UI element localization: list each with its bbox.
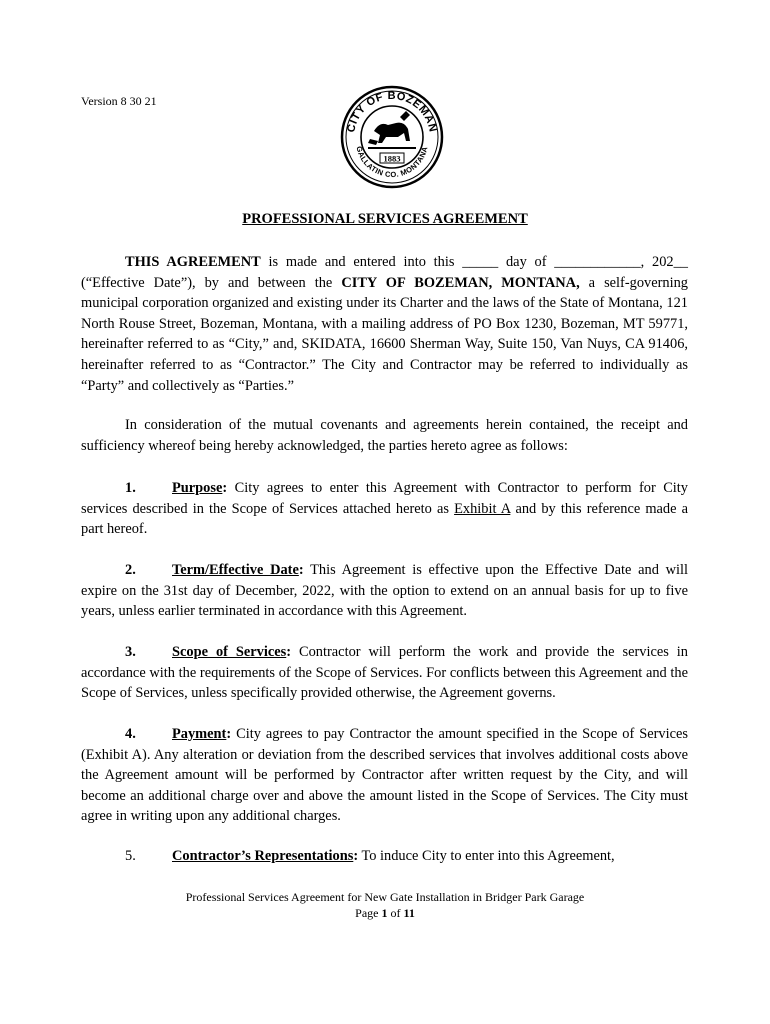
section-text: City agrees to pay Contractor the amount specified in the Scope of Services (Exhibit A). Any alteration or deviation from the described services that involves additional costs above the Agreement amount will be performed by Contractor after written request by the City, and will become an additional charge over and above the amount listed in the Scope of Services. The City must agree in writing upon any additional charges. [81, 726, 688, 825]
intro-lead: THIS AGREEMENT [125, 254, 261, 270]
footer-title: Professional Services Agreement for New Gate Installation in Bridger Park Garage [185, 890, 585, 904]
intro-paragraph [81, 252, 688, 396]
section-heading: Contractor’s Representations [172, 848, 354, 864]
svg-text:CITY OF BOZEMAN: CITY OF BOZEMAN [345, 89, 439, 134]
page-number: Page 1 of 11 [355, 906, 415, 920]
intro-text-2: a self-governing municipal corporation organized and existing under its Charter and the laws of the State of Montana, 121 North Rouse Street, Bozeman, Montana, with a mailing address of PO Box 1230, Bozeman, MT 59771, hereinafter referred to as “City,” and, SKIDATA, 16600 Sherman Way, Suite 150, Van Nuys, CA 91406, hereinafter referred to as “Contractor.” The City and Contractor may be referred to individually as “Party” and collectively as “Parties.” [81, 274, 688, 394]
section-number: 5. [125, 848, 136, 864]
section-text: City agrees to enter this Agreement with Contractor to perform for City services described in the Scope of Services attached hereto as [81, 480, 688, 517]
section-number: 2. [125, 562, 136, 578]
page-title: PROFESSIONAL SERVICES AGREEMENT [242, 211, 528, 227]
section-heading: Term/Effective Date [172, 562, 299, 578]
section-payment: 4. Payment: City agrees to pay Contractor the amount specified in the Scope of Services (Exhibit A). Any alteration or deviation from the described services that involves additional costs above the Agreement amount will be performed by Contractor after written request by the City, and will become an additional charge over and above the amount listed in the Scope of Services. The City must agree in writing upon any additional charges. [81, 726, 688, 825]
section-text: This Agreement is effective upon the Effective Date and will expire on the 31st day of December, 2022, with the option to extend on an annual basis for up to five years, unless earlier terminated in accordance with this Agreement. [81, 562, 688, 620]
intro-text-1: is made and entered into this _____ day of ____________, 202__ (“Effective Date”), by and between the [81, 254, 689, 291]
section-purpose: 1. Purpose: City agrees to enter this Agreement with Contractor to perform for City services described in the Scope of Services attached hereto as Exhibit A and by this reference made a part hereof. [81, 480, 688, 538]
section-text: Contractor will perform the work and provide the services in accordance with the requirements of the Scope of Services. For conflicts between this Agreement and the Scope of Services, unless specifically provided otherwise, the Agreement governs. [81, 644, 688, 702]
section-text-after: and by this reference made a part hereof. [81, 500, 688, 538]
page-footer [0, 889, 770, 921]
exhibit-a-reference: Exhibit A [454, 500, 511, 517]
section-term: 2. Term/Effective Date: This Agreement is effective upon the Effective Date and will expire on the 31st day of December, 2022, with the option to extend on an annual basis for up to five years, unless earlier terminated in accordance with this Agreement. [81, 562, 688, 620]
consideration-paragraph [81, 415, 688, 456]
intro-city: CITY OF BOZEMAN, MONTANA, [341, 274, 580, 291]
section-number: 4. [125, 726, 136, 742]
consideration-text: In consideration of the mutual covenants and agreements herein contained, the receipt and sufficiency whereof being hereby acknowledged, the parties hereto agree as follows: [81, 417, 688, 454]
section-text: To induce City to enter into this Agreement, [358, 848, 615, 864]
section-number: 1. [125, 480, 136, 496]
svg-text:1883: 1883 [383, 153, 401, 164]
svg-text:GALLATIN CO. MONTANA: GALLATIN CO. MONTANA [354, 145, 430, 180]
version-label: Version 8 30 21 [81, 94, 157, 108]
city-seal-icon [340, 81, 444, 193]
section-scope: 3. Scope of Services: Contractor will perform the work and provide the services in accordance with the requirements of the Scope of Services. For conflicts between this Agreement and the Scope of Services, unless specifically provided otherwise, the Agreement governs. [81, 644, 688, 702]
section-heading: Payment [172, 726, 227, 742]
section-number: 3. [125, 644, 136, 660]
section-representations: 5. Contractor’s Representations: To induce City to enter into this Agreement, [81, 846, 688, 867]
section-heading: Scope of Services [172, 644, 287, 660]
section-heading: Purpose [172, 480, 223, 496]
